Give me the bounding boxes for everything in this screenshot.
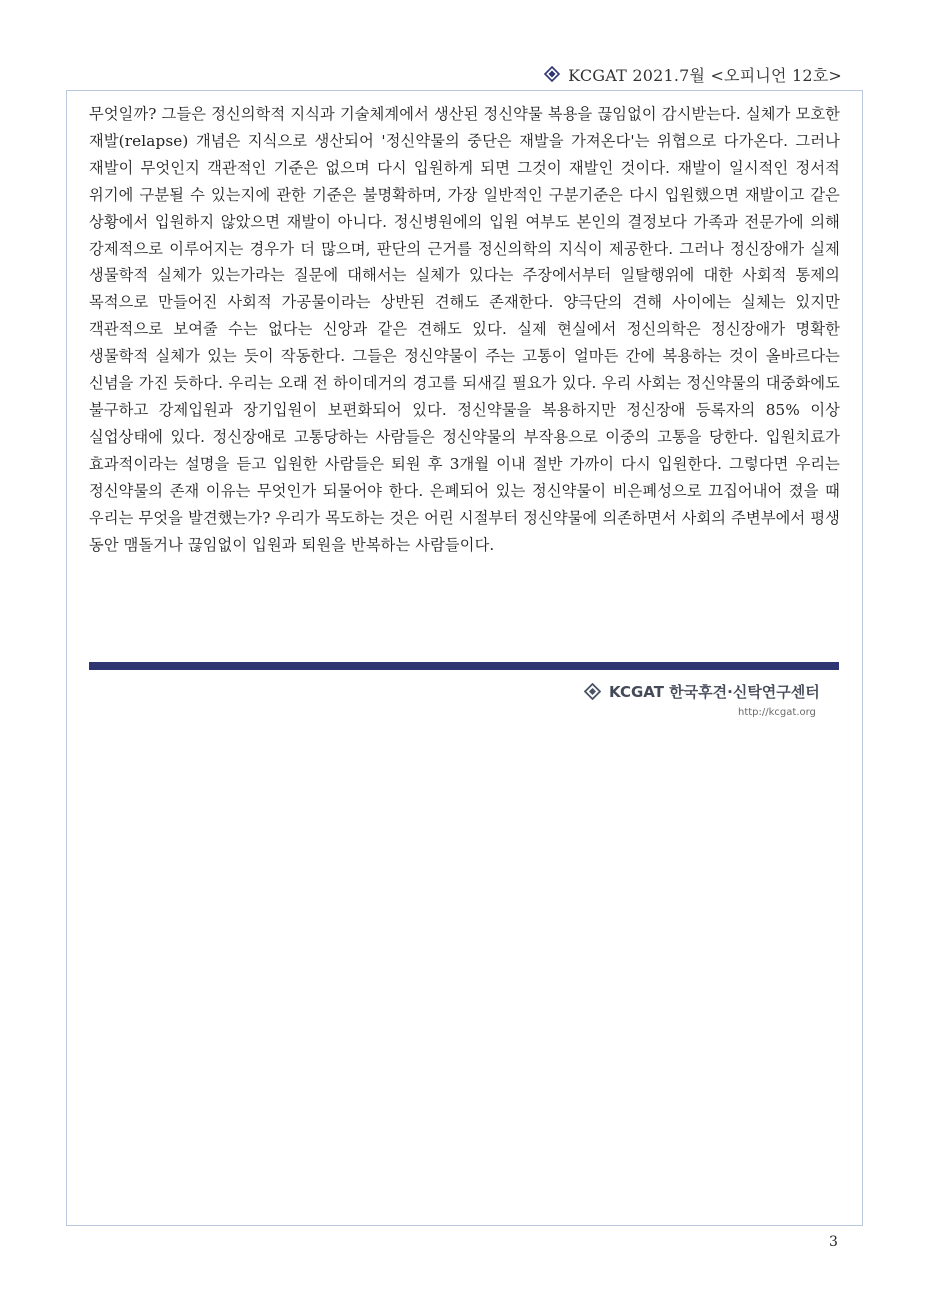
footer-org-name: KCGAT 한국후견·신탁연구센터: [609, 682, 820, 701]
kcgat-footer-logo-icon: [584, 683, 601, 700]
footer-logo: [584, 680, 820, 702]
page-number: 3: [829, 1234, 838, 1250]
page-header: [544, 62, 842, 86]
body-paragraph: 무엇일까? 그들은 정신의학적 지식과 기술체계에서 생산된 정신약물 복용을 끊임없이 감시받는다. 실체가 모호한 재발(relapse) 개념은 지식으로 생산되어 '정신약물의 중단은 재발을 가져온다'는 위협으로 다가온다. 그러나 재발이 무엇인지 객관적인 기준은 없으며 다시 입원하게 되면 그것이 재발인 것이다. 재발이 일시적인 정서적 위기에 구분될 수 있는지에 관한 기준은 불명확하며, 가장 일반적인 구분기준은 다시 입원했으면 재발이고 같은 상황에서 입원하지 않았으면 재발이 아니다. 정신병원에의 입원 여부도 본인의 결정보다 가족과 전문가에 의해 강제적으로 이루어지는 경우가 더 많으며, 판단의 근거를 정신의학의 지식이 제공한다. 그러나 정신장애가 실제 생물학적 실체가 있는가라는 질문에 대해서는 실체가 있다는 주장에서부터 일탈행위에 대한 사회적 통제의 목적으로 만들어진 사회적 가공물이라는 상반된 견해도 존재한다. 양극단의 견해 사이에는 실체는 있지만 객관적으로 보여줄 수는 없다는 신앙과 같은 견해도 있다. 실제 현실에서 정신의학은 정신장애가 명확한 생물학적 실체가 있는 듯이 작동한다. 그들은 정신약물이 주는 고통이 얼마든 간에 복용하는 것이 올바르다는 신념을 가진 듯하다. 우리는 오래 전 하이데거의 경고를 되새길 필요가 있다. 우리 사회는 정신약물의 대중화에도 불구하고 강제입원과 장기입원이 보편화되어 있다. 정신약물을 복용하지만 정신장애 등록자의 85% 이상 실업상태에 있다. 정신장애로 고통당하는 사람들은 정신약물의 부작용으로 이중의 고통을 당한다. 입원치료가 효과적이라는 설명을 듣고 입원한 사람들은 퇴원 후 3개월 이내 절반 가까이 다시 입원한다. 그렇다면 우리는 정신약물의 존재 이유는 무엇인가 되물어야 한다. 은폐되어 있는 정신약물이 비은폐성으로 끄집어내어 졌을 때 우리는 무엇을 발견했는가? 우리가 목도하는 것은 어린 시절부터 정신약물에 의존하면서 사회의 주변부에서 평생 동안 맴돌거나 끊임없이 입원과 퇴원을 반복하는 사람들이다.: [89, 105, 840, 554]
footer-rule: [89, 662, 839, 670]
header-label: KCGAT 2021.7월 <오피니언 12호>: [568, 65, 842, 85]
footer-url[interactable]: http://kcgat.org: [738, 707, 816, 718]
kcgat-logo-icon: [544, 66, 560, 82]
